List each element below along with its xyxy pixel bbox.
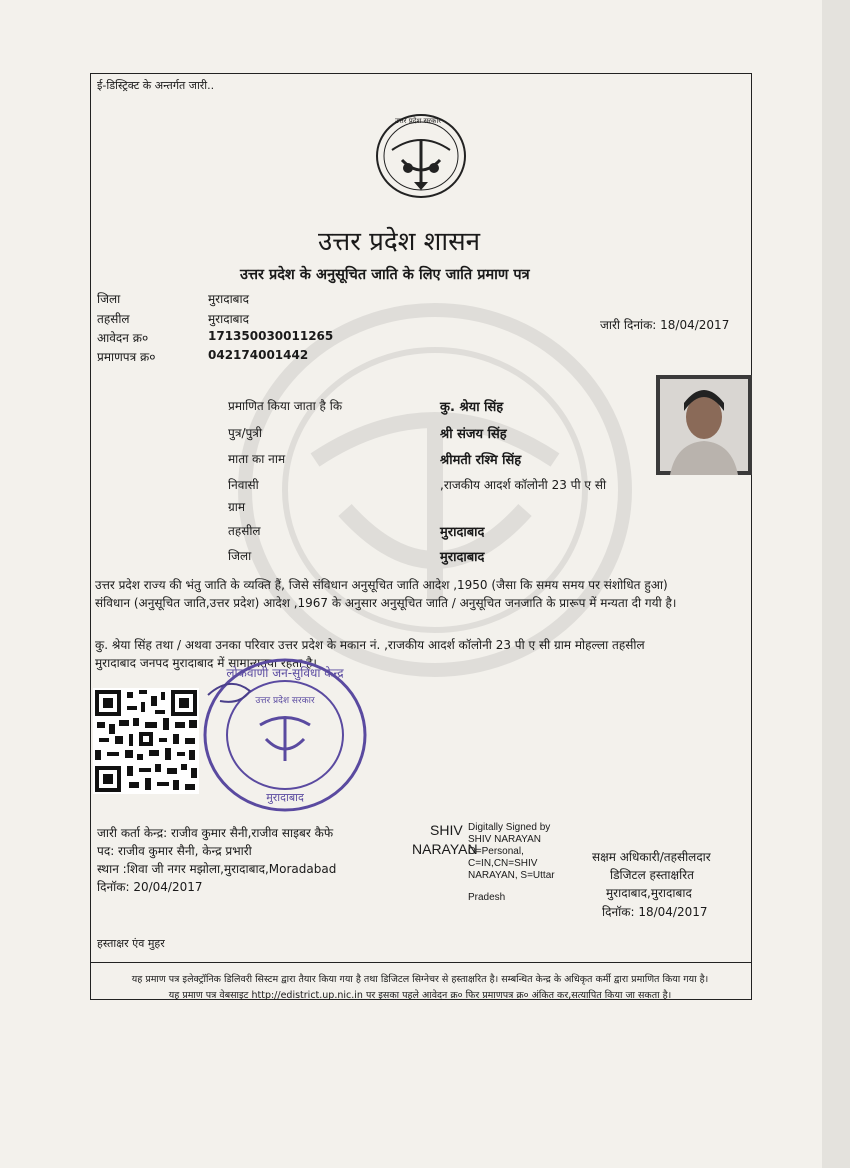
child-of-label: पुत्र/पुत्री [228,426,263,440]
signature-detail-5: NARAYAN, S=Uttar [468,870,555,881]
residence-paragraph-line-1: कु. श्रेया सिंह तथा / अथवा उनका परिवार उत्तर प्रदेश के मकान नं. ,राजकीय आदर्श कॉलोनी 23 पी ए सी ग्राम मोहल्ला तहसील [95,638,645,652]
footer-line-1: यह प्रमाण पत्र इलेक्ट्रॉनिक डिलिवरी सिस्टम द्वारा तैयार किया गया है तथा डिजिटल सिग्नेचर से हस्ताक्षरित है। सम्बन्धित केन्द्र के अधिकृत कर्मी द्वारा प्रमाणित किया गया है। [131,974,709,985]
certificate-title: उत्तर प्रदेश के अनुसूचित जाति के लिए जाति प्रमाण पत्र [240,267,530,283]
mother-value: श्रीमती रश्मि सिंह [440,453,522,468]
meta-certificate-label: प्रमाणपत्र क्र० [97,350,156,364]
stamp-ring-text: लोकवाणी जन-सुविधा केन्द्र [226,666,344,680]
meta-application-label: आवेदन क्र० [97,331,149,345]
issuer-post: पद: राजीव कुमार सैनी, केन्द्र प्रभारी [97,844,252,858]
resident-label: निवासी [228,478,259,492]
residence-paragraph [95,636,755,672]
meta-certificate-value: 042174001442 [208,348,309,362]
issuer-place: स्थान :शिवा जी नगर मझोला,मुरादाबाद,Moradabad [97,862,337,876]
govt-title: उत्तर प्रदेश शासन [318,227,481,257]
issued-under-text: ई-डिस्ट्रिक्ट के अन्तर्गत जारी.. [97,79,215,92]
authority-place: मुरादाबाद,मुरादाबाद [606,886,692,900]
applicant-photo [656,375,752,475]
signature-details [468,822,555,904]
authority-title: सक्षम अधिकारी/तहसीलदार [592,850,711,864]
authority-digital: डिजिटल हस्ताक्षरित [610,868,694,882]
emblem-text: उत्तर प्रदेश सरकार [395,117,442,125]
issuer-date: दिनॉक: 20/04/2017 [97,880,203,894]
signer-name-line-2: NARAYAN [412,841,478,857]
signature-detail-3: O=Personal, [468,846,524,857]
footer-divider [90,962,752,963]
village-label: ग्राम [228,500,246,514]
meta-district-value: मुरादाबाद [208,292,250,306]
centre-seal-stamp [200,655,370,815]
stamp-inner-text: उत्तर प्रदेश सरकार [255,696,315,706]
stamp-city-text: मुरादाबाद [266,791,304,804]
signature-label: हस्ताक्षर एंव मुहर [97,937,165,950]
issue-date: जारी दिनांक: 18/04/2017 [600,318,730,332]
details-district-value: मुरादाबाद [440,550,485,565]
footer-line-2: यह प्रमाण पत्र वेबसाइट http://edistrict.up.nic.in पर इसका पहले आवेदन क्र० फिर प्रमाणपत्र क्र० अंकित कर,सत्यापित किया जा सकता है। [168,990,672,1001]
meta-tehsil-value: मुरादाबाद [208,312,250,326]
child-of-value: श्री संजय सिंह [440,427,507,442]
meta-tehsil-label: तहसील [97,312,130,326]
resident-value: ,राजकीय आदर्श कॉलोनी 23 पी ए सी [440,478,607,492]
certify-label: प्रमाणित किया जाता है कि [228,399,343,413]
details-district-label: जिला [228,549,252,563]
signature-detail-1: Digitally Signed by [468,822,551,833]
details-tehsil-value: मुरादाबाद [440,525,485,540]
meta-district-label: जिला [97,292,121,306]
certify-value: कु. श्रेया सिंह [440,400,504,415]
mother-label: माता का नाम [228,452,286,466]
residence-paragraph-line-2: मुरादाबाद जनपद मुरादाबाद में सामान्यतया रहता है। [95,656,317,670]
signature-detail-2: SHIV NARAYAN [468,834,541,845]
signer-name-line-1: SHIV [430,822,463,838]
signature-detail-6: Pradesh [468,892,506,903]
caste-paragraph-line-2: संविधान (अनुसूचित जाति,उत्तर प्रदेश) आदेश ,1967 के अनुसार अनुसूचित जाति / अनुसूचित जनजाति के प्रारूप में मन्यता दी गयी है। [95,596,677,610]
meta-application-value: 171350030011265 [208,329,334,343]
qr-code [93,688,199,794]
caste-paragraph-line-1: उत्तर प्रदेश राज्य की भंतु जाति के व्यक्ति हैं, जिसे संविधान अनुसूचित जाति आदेश ,1950 (जैसा कि समय समय पर संशोधित हुआ) [95,578,668,592]
issuer-centre: जारी कर्ता केन्द्र: राजीव कुमार सैनी,राजीव साइबर कैफे [97,826,334,840]
authority-date: दिनॉक: 18/04/2017 [602,905,708,919]
paper-edge [822,0,850,1168]
person-portrait-icon [656,375,752,475]
caste-paragraph [95,576,755,612]
details-tehsil-label: तहसील [228,524,261,538]
signature-detail-4: C=IN,CN=SHIV [468,858,538,869]
